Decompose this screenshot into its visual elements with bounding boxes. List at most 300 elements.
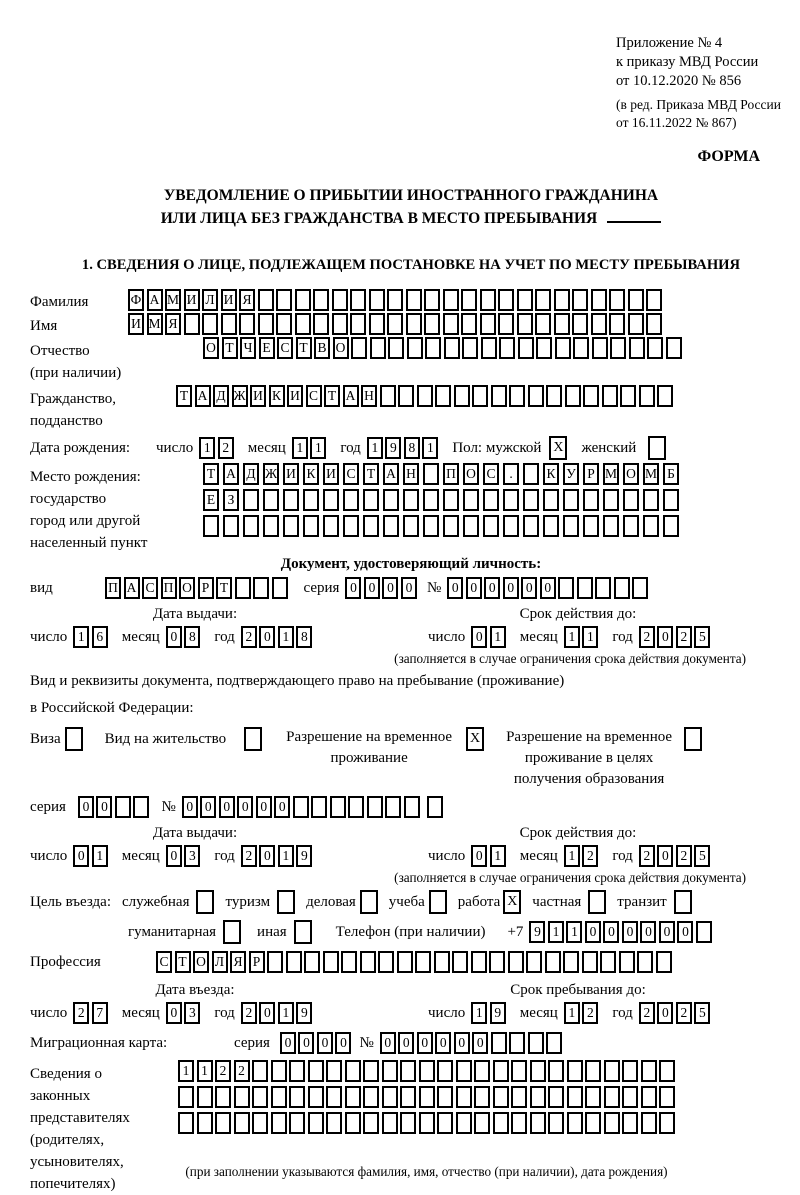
form-cell[interactable]: 0	[200, 796, 216, 818]
form-cell[interactable]: А	[147, 289, 163, 311]
form-cell[interactable]	[397, 951, 413, 973]
form-cell[interactable]	[609, 313, 625, 335]
form-cell[interactable]: 0	[640, 921, 656, 943]
form-cell[interactable]	[493, 1112, 509, 1134]
form-cell[interactable]	[295, 289, 311, 311]
form-cell[interactable]: Т	[176, 385, 192, 407]
form-cell[interactable]	[663, 489, 679, 511]
form-cell[interactable]	[604, 1112, 620, 1134]
form-cell[interactable]	[403, 489, 419, 511]
form-cell[interactable]	[543, 489, 559, 511]
form-cell[interactable]	[443, 489, 459, 511]
form-cell[interactable]	[481, 337, 497, 359]
purpose-work-checkbox[interactable]: X	[503, 890, 521, 914]
form-cell[interactable]: 3	[184, 845, 200, 867]
form-cell[interactable]	[456, 1086, 472, 1108]
form-cell[interactable]: Б	[663, 463, 679, 485]
form-cell[interactable]	[304, 951, 320, 973]
form-cell[interactable]: С	[343, 463, 359, 485]
form-cell[interactable]	[419, 1112, 435, 1134]
form-cell[interactable]	[293, 796, 309, 818]
form-cell[interactable]: 1	[564, 626, 580, 648]
form-cell[interactable]: Р	[249, 951, 265, 973]
form-cell[interactable]	[577, 577, 593, 599]
form-cell[interactable]: 9	[385, 437, 401, 459]
form-cell[interactable]	[341, 951, 357, 973]
form-cell[interactable]	[647, 337, 663, 359]
form-cell[interactable]: 0	[274, 796, 290, 818]
form-cell[interactable]: 1	[310, 437, 326, 459]
form-cell[interactable]	[463, 489, 479, 511]
purpose-other-checkbox[interactable]	[294, 920, 312, 944]
form-cell[interactable]	[289, 1112, 305, 1134]
form-cell[interactable]	[203, 515, 219, 537]
form-cell[interactable]	[628, 289, 644, 311]
form-cell[interactable]: 0	[398, 1032, 414, 1054]
form-cell[interactable]	[659, 1086, 675, 1108]
form-cell[interactable]: 1	[292, 437, 308, 459]
form-cell[interactable]: 1	[566, 921, 582, 943]
form-cell[interactable]	[523, 489, 539, 511]
form-cell[interactable]	[472, 385, 488, 407]
form-cell[interactable]: 2	[639, 626, 655, 648]
form-cell[interactable]	[629, 337, 645, 359]
form-cell[interactable]: 1	[422, 437, 438, 459]
form-cell[interactable]: 0	[259, 845, 275, 867]
form-cell[interactable]	[643, 515, 659, 537]
form-cell[interactable]	[656, 951, 672, 973]
form-cell[interactable]	[184, 313, 200, 335]
form-cell[interactable]	[360, 951, 376, 973]
form-cell[interactable]	[308, 1112, 324, 1134]
form-cell[interactable]	[548, 1060, 564, 1082]
form-cell[interactable]: 0	[454, 1032, 470, 1054]
form-cell[interactable]	[369, 313, 385, 335]
form-cell[interactable]: О	[333, 337, 349, 359]
form-cell[interactable]: 0	[401, 577, 417, 599]
form-cell[interactable]	[546, 385, 562, 407]
form-cell[interactable]	[234, 1086, 250, 1108]
form-cell[interactable]	[332, 313, 348, 335]
form-cell[interactable]: 0	[73, 845, 89, 867]
form-cell[interactable]	[437, 1060, 453, 1082]
form-cell[interactable]	[585, 1112, 601, 1134]
form-cell[interactable]: 1	[490, 845, 506, 867]
form-cell[interactable]: У	[563, 463, 579, 485]
form-cell[interactable]: 0	[603, 921, 619, 943]
form-cell[interactable]: 2	[676, 845, 692, 867]
form-cell[interactable]	[295, 313, 311, 335]
form-cell[interactable]	[332, 289, 348, 311]
form-cell[interactable]: 2	[582, 845, 598, 867]
form-cell[interactable]: К	[269, 385, 285, 407]
form-cell[interactable]	[427, 796, 443, 818]
form-cell[interactable]	[498, 289, 514, 311]
form-cell[interactable]	[276, 289, 292, 311]
form-cell[interactable]: 0	[503, 577, 519, 599]
form-cell[interactable]	[493, 1086, 509, 1108]
form-cell[interactable]	[461, 289, 477, 311]
form-cell[interactable]	[380, 385, 396, 407]
form-cell[interactable]	[641, 1112, 657, 1134]
form-cell[interactable]	[343, 515, 359, 537]
form-cell[interactable]: З	[223, 489, 239, 511]
form-cell[interactable]	[350, 313, 366, 335]
form-cell[interactable]	[443, 313, 459, 335]
form-cell[interactable]	[235, 577, 251, 599]
form-cell[interactable]: 0	[659, 921, 675, 943]
form-cell[interactable]: 0	[622, 921, 638, 943]
form-cell[interactable]	[610, 337, 626, 359]
form-cell[interactable]	[474, 1086, 490, 1108]
form-cell[interactable]	[330, 796, 346, 818]
form-cell[interactable]	[548, 1112, 564, 1134]
form-cell[interactable]	[326, 1060, 342, 1082]
form-cell[interactable]	[622, 1086, 638, 1108]
form-cell[interactable]: 6	[92, 626, 108, 648]
form-cell[interactable]: П	[161, 577, 177, 599]
form-cell[interactable]: 0	[521, 577, 537, 599]
form-cell[interactable]: Н	[361, 385, 377, 407]
form-cell[interactable]	[548, 1086, 564, 1108]
form-cell[interactable]	[263, 489, 279, 511]
form-cell[interactable]: Т	[296, 337, 312, 359]
form-cell[interactable]: Н	[403, 463, 419, 485]
form-cell[interactable]: 0	[540, 577, 556, 599]
form-cell[interactable]: Л	[212, 951, 228, 973]
form-cell[interactable]: 1	[471, 1002, 487, 1024]
form-cell[interactable]	[323, 489, 339, 511]
form-cell[interactable]	[276, 313, 292, 335]
form-cell[interactable]: 0	[256, 796, 272, 818]
form-cell[interactable]	[659, 1112, 675, 1134]
form-cell[interactable]: Е	[259, 337, 275, 359]
form-cell[interactable]	[543, 515, 559, 537]
form-cell[interactable]	[554, 289, 570, 311]
form-cell[interactable]	[583, 385, 599, 407]
form-cell[interactable]	[452, 951, 468, 973]
form-cell[interactable]	[271, 1060, 287, 1082]
form-cell[interactable]	[585, 1086, 601, 1108]
form-cell[interactable]	[272, 577, 288, 599]
form-cell[interactable]	[535, 313, 551, 335]
form-cell[interactable]	[573, 337, 589, 359]
form-cell[interactable]: 0	[166, 1002, 182, 1024]
form-cell[interactable]	[503, 515, 519, 537]
form-cell[interactable]: И	[323, 463, 339, 485]
form-cell[interactable]	[503, 489, 519, 511]
form-cell[interactable]	[252, 1060, 268, 1082]
form-cell[interactable]	[663, 515, 679, 537]
form-cell[interactable]	[572, 313, 588, 335]
form-cell[interactable]	[383, 515, 399, 537]
form-cell[interactable]	[603, 489, 619, 511]
form-cell[interactable]	[511, 1086, 527, 1108]
form-cell[interactable]: 1	[367, 437, 383, 459]
form-cell[interactable]	[263, 515, 279, 537]
form-cell[interactable]	[603, 515, 619, 537]
form-cell[interactable]: Я	[165, 313, 181, 335]
form-cell[interactable]	[415, 951, 431, 973]
form-cell[interactable]	[385, 796, 401, 818]
form-cell[interactable]: 8	[404, 437, 420, 459]
form-cell[interactable]: 0	[317, 1032, 333, 1054]
form-cell[interactable]	[463, 515, 479, 537]
form-cell[interactable]	[303, 489, 319, 511]
form-cell[interactable]	[499, 337, 515, 359]
form-cell[interactable]: И	[287, 385, 303, 407]
form-cell[interactable]: К	[303, 463, 319, 485]
form-cell[interactable]	[283, 489, 299, 511]
form-cell[interactable]	[406, 289, 422, 311]
form-cell[interactable]: 0	[166, 845, 182, 867]
form-cell[interactable]: 5	[694, 845, 710, 867]
form-cell[interactable]: А	[343, 385, 359, 407]
form-cell[interactable]	[326, 1112, 342, 1134]
form-cell[interactable]	[646, 289, 662, 311]
form-cell[interactable]	[202, 313, 218, 335]
form-cell[interactable]: 0	[472, 1032, 488, 1054]
form-cell[interactable]	[567, 1086, 583, 1108]
form-cell[interactable]	[622, 1112, 638, 1134]
purpose-tourism-checkbox[interactable]	[277, 890, 295, 914]
form-cell[interactable]: 1	[197, 1060, 213, 1082]
form-cell[interactable]: И	[283, 463, 299, 485]
form-cell[interactable]: Т	[216, 577, 232, 599]
form-cell[interactable]: 0	[380, 1032, 396, 1054]
form-cell[interactable]: 1	[564, 845, 580, 867]
form-cell[interactable]: 2	[218, 437, 234, 459]
form-cell[interactable]: 0	[219, 796, 235, 818]
form-cell[interactable]	[591, 313, 607, 335]
form-cell[interactable]	[536, 337, 552, 359]
form-cell[interactable]: Ж	[263, 463, 279, 485]
form-cell[interactable]: 0	[259, 1002, 275, 1024]
form-cell[interactable]	[535, 289, 551, 311]
form-cell[interactable]	[563, 951, 579, 973]
form-cell[interactable]	[239, 313, 255, 335]
form-cell[interactable]: В	[314, 337, 330, 359]
form-cell[interactable]	[323, 515, 339, 537]
form-cell[interactable]: 1	[278, 1002, 294, 1024]
form-cell[interactable]	[595, 577, 611, 599]
purpose-humanitarian-checkbox[interactable]	[223, 920, 241, 944]
form-cell[interactable]	[311, 796, 327, 818]
form-cell[interactable]	[271, 1086, 287, 1108]
form-cell[interactable]	[382, 1112, 398, 1134]
form-cell[interactable]: 0	[96, 796, 112, 818]
form-cell[interactable]	[283, 515, 299, 537]
form-cell[interactable]: С	[306, 385, 322, 407]
form-cell[interactable]	[407, 337, 423, 359]
form-cell[interactable]	[572, 289, 588, 311]
form-cell[interactable]	[197, 1112, 213, 1134]
form-cell[interactable]: 2	[241, 626, 257, 648]
form-cell[interactable]	[252, 1086, 268, 1108]
form-cell[interactable]	[382, 1060, 398, 1082]
form-cell[interactable]: 1	[582, 626, 598, 648]
form-cell[interactable]	[215, 1086, 231, 1108]
form-cell[interactable]: П	[105, 577, 121, 599]
form-cell[interactable]: 0	[677, 921, 693, 943]
form-cell[interactable]: 0	[657, 1002, 673, 1024]
form-cell[interactable]: 0	[166, 626, 182, 648]
form-cell[interactable]	[530, 1060, 546, 1082]
form-cell[interactable]: 9	[296, 1002, 312, 1024]
form-cell[interactable]	[517, 313, 533, 335]
form-cell[interactable]	[565, 385, 581, 407]
form-cell[interactable]: К	[543, 463, 559, 485]
form-cell[interactable]: 5	[694, 1002, 710, 1024]
form-cell[interactable]	[509, 385, 525, 407]
form-cell[interactable]: 0	[382, 577, 398, 599]
form-cell[interactable]	[528, 385, 544, 407]
form-cell[interactable]	[609, 289, 625, 311]
form-cell[interactable]: Р	[583, 463, 599, 485]
form-cell[interactable]	[585, 1060, 601, 1082]
form-cell[interactable]: 0	[484, 577, 500, 599]
form-cell[interactable]	[387, 289, 403, 311]
form-cell[interactable]: Е	[203, 489, 219, 511]
form-cell[interactable]	[474, 1060, 490, 1082]
form-cell[interactable]	[523, 515, 539, 537]
form-cell[interactable]	[471, 951, 487, 973]
form-cell[interactable]	[530, 1086, 546, 1108]
form-cell[interactable]	[646, 313, 662, 335]
form-cell[interactable]: 0	[78, 796, 94, 818]
form-cell[interactable]	[567, 1112, 583, 1134]
form-cell[interactable]	[343, 489, 359, 511]
purpose-business-checkbox[interactable]	[360, 890, 378, 914]
form-cell[interactable]	[508, 951, 524, 973]
form-cell[interactable]: С	[156, 951, 172, 973]
form-cell[interactable]	[461, 313, 477, 335]
form-cell[interactable]: 2	[676, 1002, 692, 1024]
form-cell[interactable]	[363, 515, 379, 537]
form-cell[interactable]	[604, 1060, 620, 1082]
form-cell[interactable]	[659, 1060, 675, 1082]
form-cell[interactable]	[367, 796, 383, 818]
form-cell[interactable]: 0	[298, 1032, 314, 1054]
form-cell[interactable]: О	[179, 577, 195, 599]
form-cell[interactable]	[558, 577, 574, 599]
form-cell[interactable]: Ж	[232, 385, 248, 407]
form-cell[interactable]: 2	[639, 845, 655, 867]
form-cell[interactable]: И	[221, 289, 237, 311]
form-cell[interactable]	[313, 313, 329, 335]
form-cell[interactable]: 0	[182, 796, 198, 818]
form-cell[interactable]: 0	[471, 845, 487, 867]
form-cell[interactable]: Р	[198, 577, 214, 599]
form-cell[interactable]	[567, 1060, 583, 1082]
form-cell[interactable]: Д	[213, 385, 229, 407]
form-cell[interactable]: 1	[73, 626, 89, 648]
form-cell[interactable]	[267, 951, 283, 973]
form-cell[interactable]: И	[184, 289, 200, 311]
form-cell[interactable]	[363, 1060, 379, 1082]
form-cell[interactable]	[370, 337, 386, 359]
form-cell[interactable]: 2	[639, 1002, 655, 1024]
form-cell[interactable]: 1	[490, 626, 506, 648]
form-cell[interactable]: 1	[278, 845, 294, 867]
form-cell[interactable]	[517, 289, 533, 311]
form-cell[interactable]: 0	[435, 1032, 451, 1054]
form-cell[interactable]	[620, 385, 636, 407]
visa-checkbox[interactable]	[65, 727, 83, 751]
form-cell[interactable]: 2	[676, 626, 692, 648]
form-cell[interactable]	[425, 337, 441, 359]
form-cell[interactable]	[563, 489, 579, 511]
form-cell[interactable]	[258, 289, 274, 311]
form-cell[interactable]	[383, 489, 399, 511]
form-cell[interactable]	[350, 289, 366, 311]
form-cell[interactable]	[308, 1086, 324, 1108]
form-cell[interactable]: Т	[363, 463, 379, 485]
form-cell[interactable]: .	[503, 463, 519, 485]
form-cell[interactable]	[657, 385, 673, 407]
form-cell[interactable]	[133, 796, 149, 818]
form-cell[interactable]	[178, 1086, 194, 1108]
form-cell[interactable]: 0	[345, 577, 361, 599]
form-cell[interactable]: М	[147, 313, 163, 335]
form-cell[interactable]: 1	[278, 626, 294, 648]
form-cell[interactable]: 1	[199, 437, 215, 459]
form-cell[interactable]	[583, 489, 599, 511]
form-cell[interactable]	[623, 489, 639, 511]
form-cell[interactable]	[234, 1112, 250, 1134]
form-cell[interactable]	[545, 951, 561, 973]
form-cell[interactable]	[424, 289, 440, 311]
form-cell[interactable]: Я	[230, 951, 246, 973]
form-cell[interactable]: 2	[241, 1002, 257, 1024]
form-cell[interactable]	[400, 1112, 416, 1134]
form-cell[interactable]	[419, 1060, 435, 1082]
form-cell[interactable]	[591, 289, 607, 311]
form-cell[interactable]	[258, 313, 274, 335]
form-cell[interactable]: С	[142, 577, 158, 599]
form-cell[interactable]: Я	[239, 289, 255, 311]
form-cell[interactable]	[434, 951, 450, 973]
form-cell[interactable]: 0	[466, 577, 482, 599]
form-cell[interactable]	[313, 289, 329, 311]
purpose-transit-checkbox[interactable]	[674, 890, 692, 914]
form-cell[interactable]: 0	[280, 1032, 296, 1054]
form-cell[interactable]	[523, 463, 539, 485]
form-cell[interactable]: П	[443, 463, 459, 485]
form-cell[interactable]	[289, 1060, 305, 1082]
form-cell[interactable]	[303, 515, 319, 537]
purpose-private-checkbox[interactable]	[588, 890, 606, 914]
form-cell[interactable]	[363, 1086, 379, 1108]
form-cell[interactable]: А	[124, 577, 140, 599]
form-cell[interactable]	[252, 1112, 268, 1134]
form-cell[interactable]	[243, 489, 259, 511]
form-cell[interactable]	[253, 577, 269, 599]
form-cell[interactable]	[363, 489, 379, 511]
male-checkbox[interactable]: X	[549, 436, 567, 460]
form-cell[interactable]	[619, 951, 635, 973]
form-cell[interactable]	[462, 337, 478, 359]
form-cell[interactable]: 0	[364, 577, 380, 599]
form-cell[interactable]	[554, 313, 570, 335]
form-cell[interactable]: О	[193, 951, 209, 973]
form-cell[interactable]	[623, 515, 639, 537]
form-cell[interactable]	[443, 515, 459, 537]
form-cell[interactable]	[363, 1112, 379, 1134]
form-cell[interactable]	[480, 289, 496, 311]
form-cell[interactable]	[351, 337, 367, 359]
form-cell[interactable]	[435, 385, 451, 407]
